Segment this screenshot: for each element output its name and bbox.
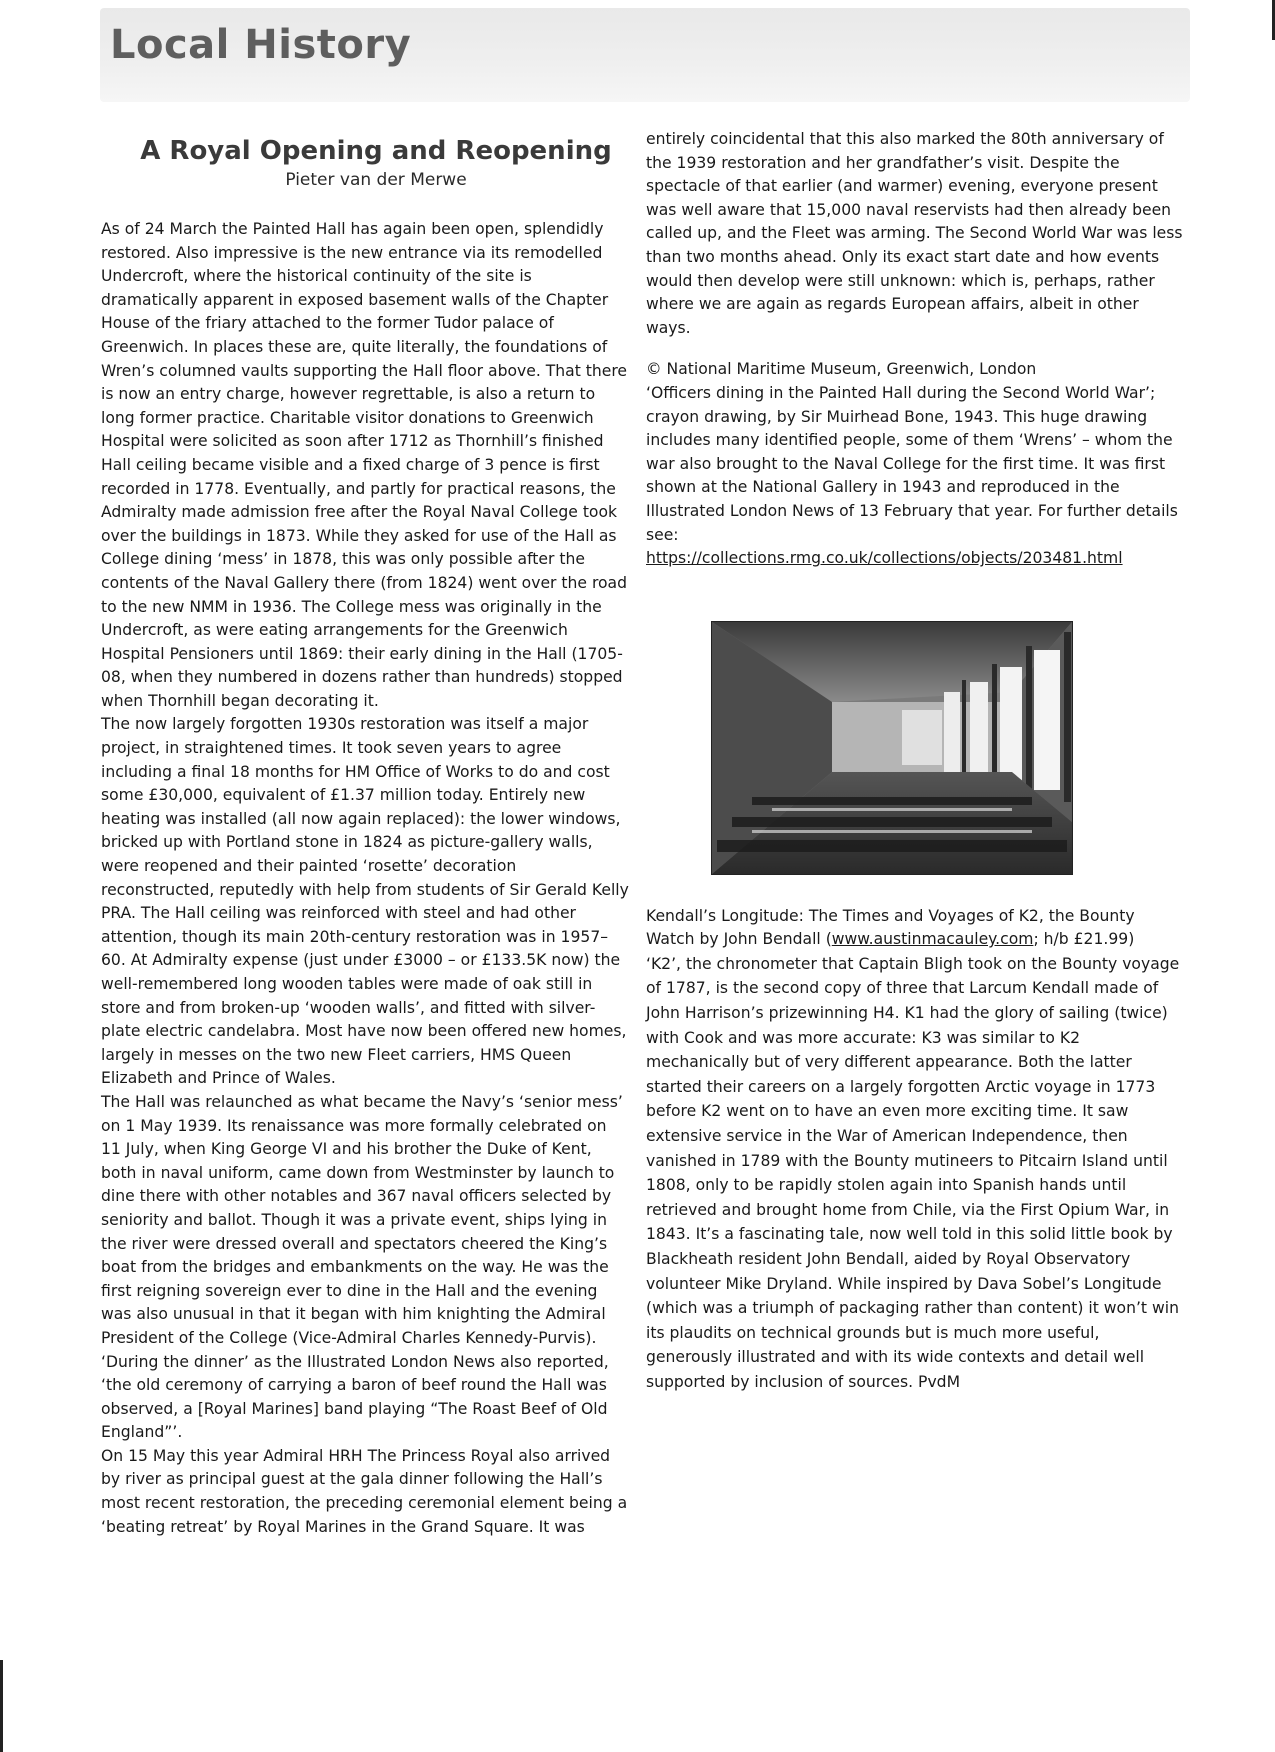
painted-hall-drawing-image <box>711 621 1073 875</box>
collection-link[interactable]: https://collections.rmg.co.uk/collections/objects/203481.html <box>646 549 1123 568</box>
article-author: Pieter van der Merwe <box>285 170 467 190</box>
right-column <box>646 128 1186 1395</box>
scan-edge-mark <box>0 1660 3 1752</box>
book-review-title: Kendall’s Longitude: The Times and Voyages of K2, the Bounty Watch by John Bendall ( <box>646 906 1135 949</box>
book-review-price: ; h/b £21.99) <box>1033 930 1135 949</box>
article-paragraph: The Hall was relaunched as what became the Navy’s ‘senior mess’ on 1 May 1939. Its renaissance was more formally celebrated on 11 July, when King George VI and his brother the Duke of Kent, both in naval uniform, came down from Westminster by launch to dine there with other notables and 367 naval officers selected by seniority and ballot. Though it was a private event, ships lying in the river were dressed overall and spectators cheered the King’s boat from the bridges and embankments on the way. He was the first reigning sovereign ever to dine in the Hall and the evening was also unusual in that it began with him knighting the Admiral President of the College (Vice-Admiral Charles Kennedy-Purvis). ‘During the dinner’ as the Illustrated London News also reported, ‘the old ceremony of carrying a baron of beef round the Hall was observed, a [Royal Marines] band playing “The Roast Beef of Old England”’. <box>101 1092 623 1442</box>
left-column <box>101 130 631 1539</box>
image-caption: ‘Officers dining in the Painted Hall during the Second World War’; crayon drawing, by Sir Muirhead Bone, 1943. This huge drawing includes many identified people, some of them ‘Wrens’ – whom the war also brought to the Naval College for the first time. It was first shown at the National Gallery in 1943 and reproduced in the Illustrated London News of 13 February that year. For further details see: <box>646 383 1178 544</box>
section-title: Local History <box>110 22 412 68</box>
book-review-body: ‘K2’, the chronometer that Captain Bligh took on the Bounty voyage of 1787, is the second copy of three that Larcum Kendall made of John Harrison’s prizewinning H4. K1 had the glory of sailing (twice) with Cook and was more accurate: K3 was similar to K2 mechanically but of very different appearance. Both the latter started their careers on a largely forgotten Arctic voyage in 1773 before K2 went on to have an even more exciting time. It saw extensive service in the War of American Independence, then vanished in 1789 with the Bounty mutineers to Pitcairn Island until 1808, only to be rapidly stolen again into Spanish hands until retrieved and brought home from Chile, via the First Opium War, in 1843. It’s a fascinating tale, now well told in this solid little book by Blackheath resident John Bendall, aided by Royal Observatory volunteer Mike Dryland. While inspired by Dava Sobel’s Longitude (which was a triumph of packaging rather than content) it won’t win its plaudits on technical grounds but is much more useful, generously illustrated and with its wide contexts and detail well supported by inclusion of sources. PvdM <box>646 954 1180 1391</box>
book-review-heading <box>646 905 1186 952</box>
article-paragraph-continued: entirely coincidental that this also marked the 80th anniversary of the 1939 restoration and her grandfather’s visit. Despite the spectacle of that earlier (and warmer) evening, everyone present was well aware that 15,000 naval reservists had then already been called up, and the Fleet was arming. The Second World War was less than two months ahead. Only its exact start date and how events would then develop were still unknown: which is, perhaps, rather where we are again as regards European affairs, albeit in other ways. <box>646 130 1183 337</box>
article-paragraph: As of 24 March the Painted Hall has again been open, splendidly restored. Also impressive is the new entrance via its remodelled Undercroft, where the historical continuity of the site is dramatically apparent in exposed basement walls of the Chapter House of the friary attached to the former Tudor palace of Greenwich. In places these are, quite literally, the foundations of Wren’s columned vaults supporting the Hall floor above. That there is now an entry charge, however regrettable, is also a return to long former practice. Charitable visitor donations to Greenwich Hospital were solicited as soon after 1712 as Thornhill’s finished Hall ceiling became visible and a fixed charge of 3 pence is first recorded in 1778. Eventually, and partly for practical reasons, the Admiralty made admission free after the Royal Naval College took over the buildings in 1873. While they asked for use of the Hall as College dining ‘mess’ in 1878, this was only possible after the contents of the Naval Gallery there (from 1824) went over the road to the new NMM in 1936. The College mess was originally in the Undercroft, as were eating arrangements for the Greenwich Hospital Pensioners until 1869: their early dining in the Hall (1705-08, when they numbered in dozens rather than hundreds) stopped when Thornhill began decorating it. <box>101 220 628 710</box>
article-title: A Royal Opening and Reopening <box>140 136 612 166</box>
article-paragraph: The now largely forgotten 1930s restoration was itself a major project, in straightened times. It took seven years to agree including a final 18 months for HM Office of Works to do and cost some £30,000, equivalent of £1.37 million today. Entirely new heating was installed (all now again replaced): the lower windows, bricked up with Portland stone in 1824 as picture-gallery walls, were reopened and their painted ‘rosette’ decoration reconstructed, reputedly with help from students of Sir Gerald Kelly PRA. The Hall ceiling was reinforced with steel and had other attention, though its main 20th-century restoration was in 1957–60. At Admiralty expense (just under £3000 – or £133.5K now) the well-remembered long wooden tables were made of oak still in store and from broken-up ‘wooden walls’, and fitted with silver-plate electric candelabra. Most have now been offered new homes, largely in messes on the two new Fleet carriers, HMS Queen Elizabeth and Prince of Wales. <box>101 715 629 1088</box>
image-copyright: © National Maritime Museum, Greenwich, London <box>646 360 1037 379</box>
publisher-link[interactable]: www.austinmacauley.com <box>831 930 1034 949</box>
article-paragraph: On 15 May this year Admiral HRH The Princess Royal also arrived by river as principal guest at the gala dinner following the Hall’s most recent restoration, the preceding ceremonial element being a ‘beating retreat’ by Royal Marines in the Grand Square. It was <box>101 1446 628 1536</box>
